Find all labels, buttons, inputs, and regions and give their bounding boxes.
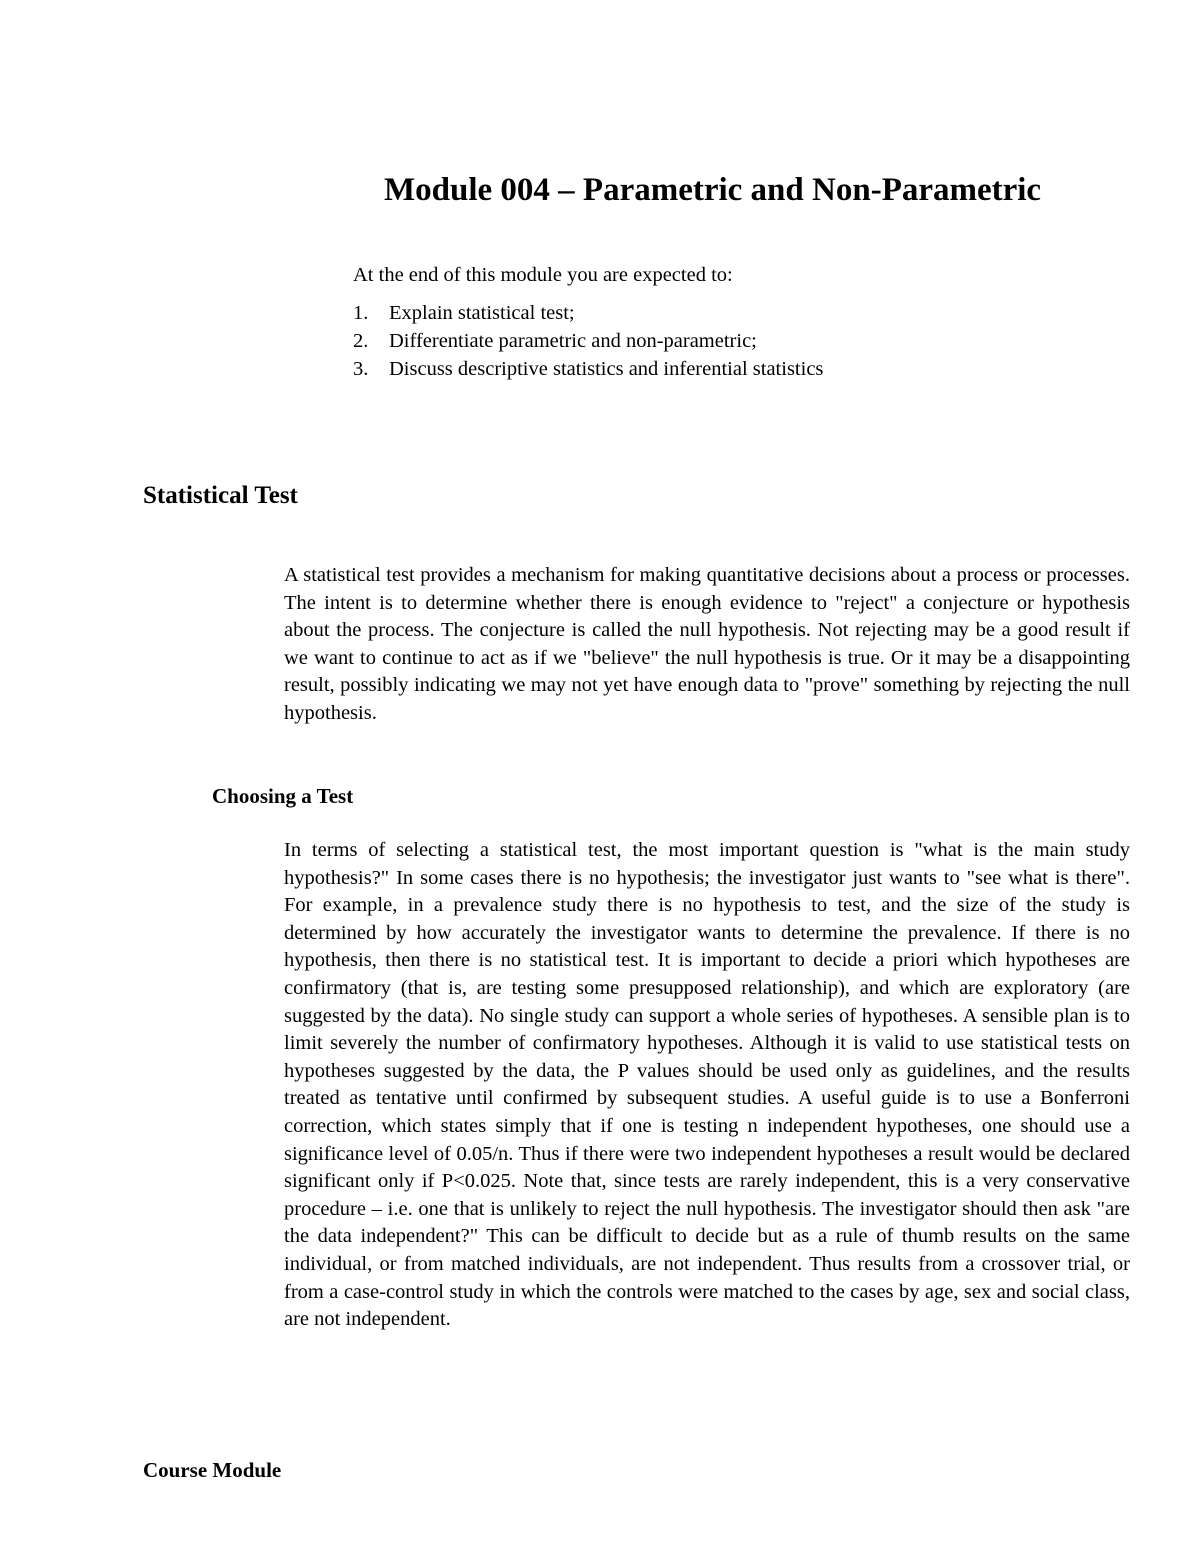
objective-number: 2. xyxy=(353,330,369,352)
section-heading: Statistical Test xyxy=(143,482,298,509)
footer-label: Course Module xyxy=(143,1458,282,1482)
objective-item xyxy=(353,327,1133,355)
intro-text: At the end of this module you are expected to: xyxy=(353,264,733,286)
subsection-paragraph: In terms of selecting a statistical test, the most important question is "what is the main study hypothesis?" In some cases there is no hypothesis; the investigator just wants to "see what is there". For example, in a prevalence study there is no hypothesis to test, and the size of the study is determined by how accurately the investigator wants to determine the prevalence. If there is no hypothesis, then there is no statistical test. It is important to decide a priori which hypotheses are confirmatory (that is, are testing some presupposed relationship), and which are exploratory (are suggested by the data). No single study can support a whole series of hypotheses. A sensible plan is to limit severely the number of confirmatory hypotheses. Although it is valid to use statistical tests on hypotheses suggested by the data, the P values should be used only as guidelines, and the results treated as tentative until confirmed by subsequent studies. A useful guide is to use a Bonferroni correction, which states simply that if one is testing n independent hypotheses, one should use a significance level of 0.05/n. Thus if there were two independent hypotheses a result would be declared significant only if P<0.025. Note that, since tests are rarely independent, this is a very conservative procedure – i.e. one that is unlikely to reject the null hypothesis. The investigator should then ask "are the data independent?" This can be difficult to decide but as a rule of thumb results on the same individual, or from matched individuals, are not independent. Thus results from a crossover trial, or from a case-control study in which the controls were matched to the cases by age, sex and social class, are not independent. xyxy=(284,839,1130,1331)
subsection-heading: Choosing a Test xyxy=(212,784,354,808)
objective-number: 3. xyxy=(353,358,369,380)
objective-number: 1. xyxy=(353,302,369,324)
objective-item xyxy=(353,355,1133,383)
objectives-list xyxy=(353,299,1133,383)
page-title: Module 004 – Parametric and Non-Parametric xyxy=(384,172,1042,208)
objective-text: Discuss descriptive statistics and inferential statistics xyxy=(389,358,824,380)
section-paragraph: A statistical test provides a mechanism for making quantitative decisions about a process or processes. The intent is to determine whether there is enough evidence to "reject" a conjecture or hypothesis about the process. The conjecture is called the null hypothesis. Not rejecting may be a good result if we want to continue to act as if we "believe" the null hypothesis is true. Or it may be a disappointing result, possibly indicating we may not yet have enough data to "prove" something by rejecting the null hypothesis. xyxy=(284,564,1130,724)
objective-text: Explain statistical test; xyxy=(389,302,575,324)
objective-item xyxy=(353,299,1133,327)
objective-text: Differentiate parametric and non-parametric; xyxy=(389,330,757,352)
